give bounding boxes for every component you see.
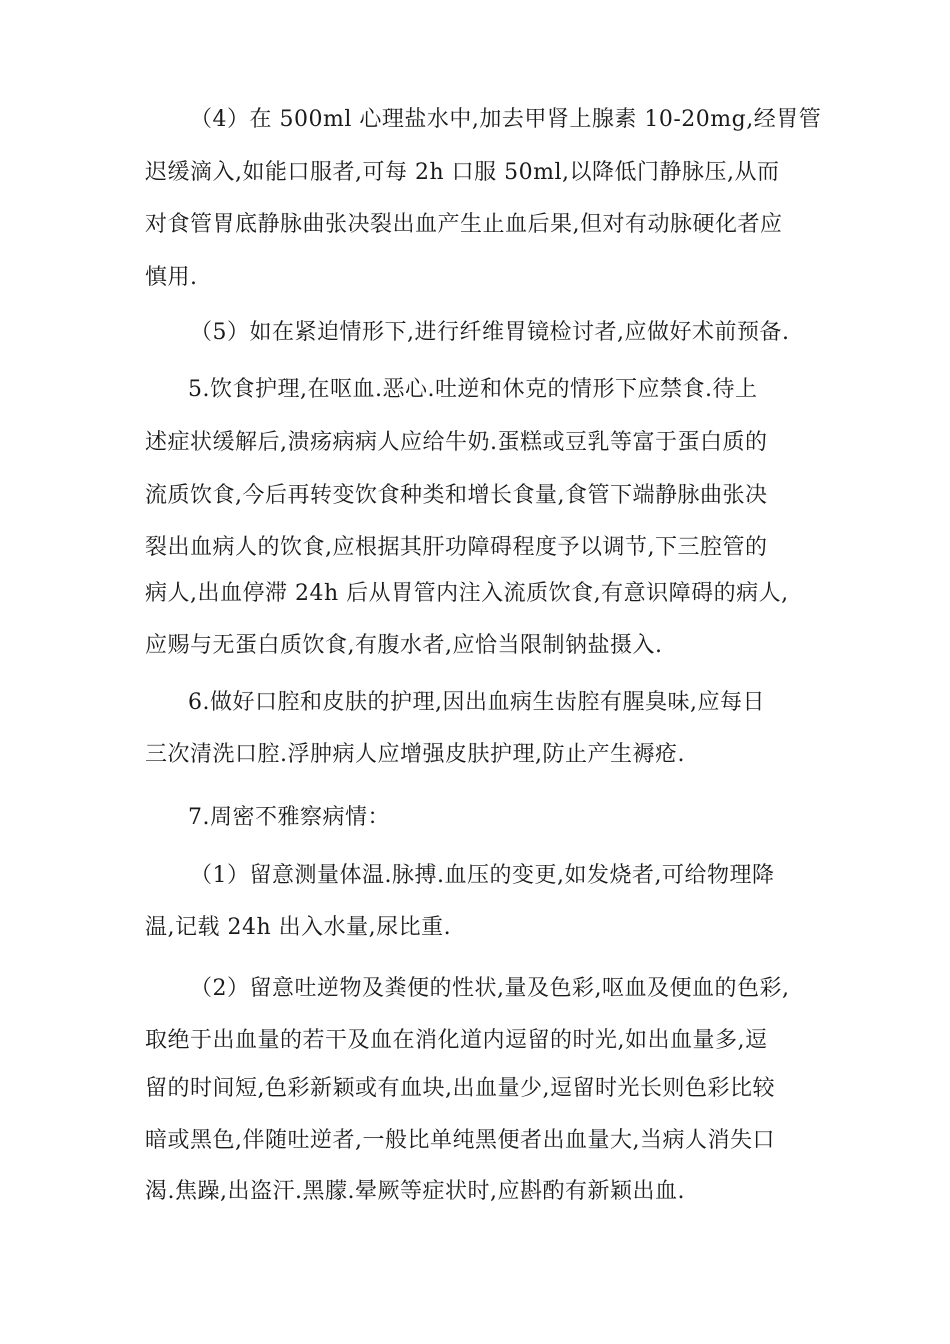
text-line: 对食管胃底静脉曲张决裂出血产生止血后果,但对有动脉硬化者应 xyxy=(145,212,783,237)
text-line: 6.做好口腔和皮肤的护理,因出血病生齿腔有腥臭味,应每日 xyxy=(188,690,765,715)
text-line: 取绝于出血量的若干及血在消化道内逗留的时光,如出血量多,逗 xyxy=(145,1028,768,1053)
text-line: 述症状缓解后,溃疡病病人应给牛奶.蛋糕或豆乳等富于蛋白质的 xyxy=(145,430,768,455)
text-line: 5.饮食护理,在呕血.恶心.吐逆和休克的情形下应禁食.待上 xyxy=(188,377,758,402)
text-line: 迟缓滴入,如能口服者,可每 2h 口服 50ml,以降低门静脉压,从而 xyxy=(145,160,780,185)
text-line: 病人,出血停滞 24h 后从胃管内注入流质饮食,有意识障碍的病人, xyxy=(145,581,789,606)
text-line: （5）如在紧迫情形下,进行纤维胃镜检讨者,应做好术前预备. xyxy=(190,320,790,345)
text-line: （4）在 500ml 心理盐水中,加去甲肾上腺素 10-20mg,经胃管 xyxy=(190,107,822,132)
text-line: 慎用. xyxy=(145,265,198,290)
text-line: 7.周密不雅察病情： xyxy=(188,805,390,830)
text-line: （1）留意测量体温.脉搏.血压的变更,如发烧者,可给物理降 xyxy=(190,863,775,888)
text-line: 渴.焦躁,出盗汗.黑朦.晕厥等症状时,应斟酌有新颖出血. xyxy=(145,1179,685,1204)
text-line: 暗或黑色,伴随吐逆者,一般比单纯黑便者出血量大,当病人消失口 xyxy=(145,1128,775,1153)
text-line: 温,记载 24h 出入水量,尿比重. xyxy=(145,915,452,940)
text-line: 留的时间短,色彩新颖或有血块,出血量少,逗留时光长则色彩比较 xyxy=(145,1076,775,1101)
text-line: （2）留意吐逆物及粪便的性状,量及色彩,呕血及便血的色彩, xyxy=(190,976,790,1001)
text-line: 裂出血病人的饮食,应根据其肝功障碍程度予以调节,下三腔管的 xyxy=(145,535,768,560)
text-line: 流质饮食,今后再转变饮食种类和增长食量,食管下端静脉曲张决 xyxy=(145,483,768,508)
text-line: 三次清洗口腔.浮肿病人应增强皮肤护理,防止产生褥疮. xyxy=(145,742,685,767)
text-line: 应赐与无蛋白质饮食,有腹水者,应恰当限制钠盐摄入. xyxy=(145,633,663,658)
